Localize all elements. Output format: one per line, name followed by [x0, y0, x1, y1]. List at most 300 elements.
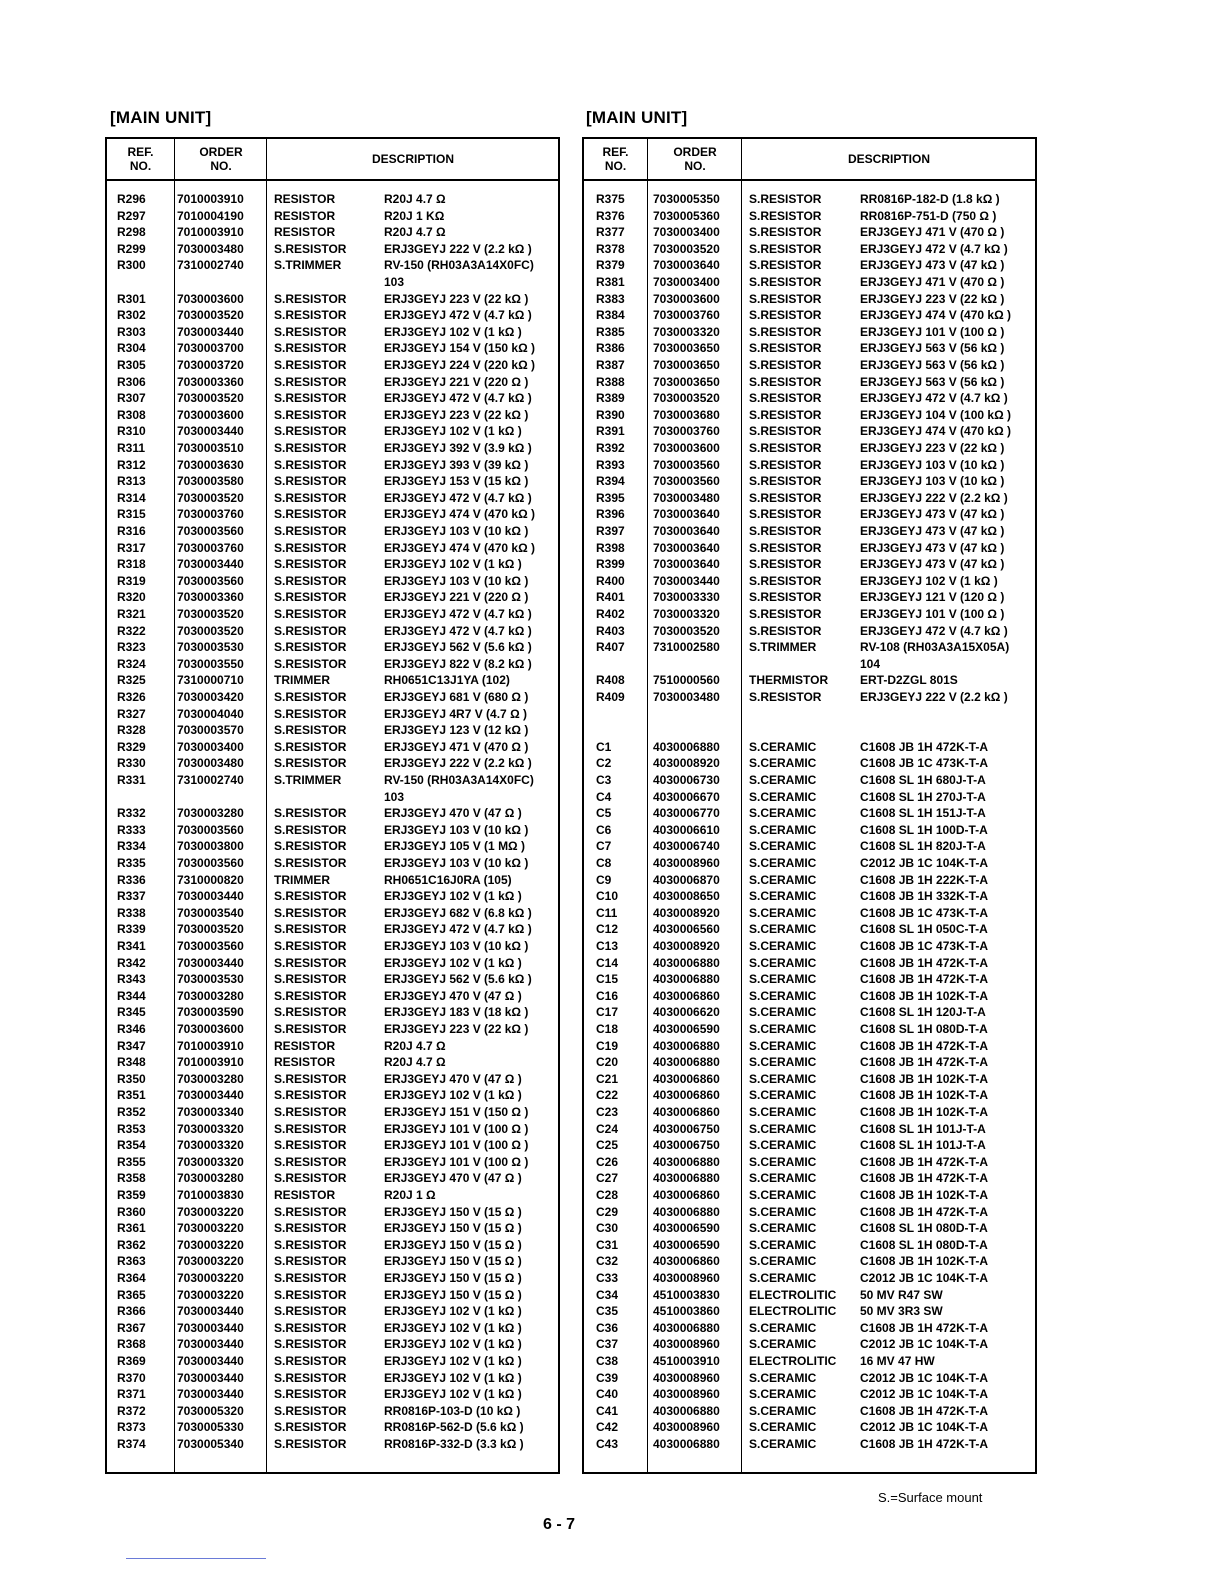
part-spec-cell: R20J 4.7 Ω	[384, 1038, 446, 1053]
table-row	[107, 440, 558, 457]
table-row	[584, 1187, 1035, 1204]
table-row	[584, 755, 1035, 772]
ref-no-cell: C2	[596, 756, 612, 771]
ref-no-cell: R302	[117, 308, 146, 323]
ref-no-cell: C19	[596, 1038, 619, 1053]
table-row	[584, 540, 1035, 557]
table-row	[107, 390, 558, 407]
part-spec-cell: ERJ3GEYJ 472 V (4.7 kΩ )	[384, 490, 532, 505]
part-type-cell: S.RESISTOR	[749, 474, 822, 489]
ref-no-cell: C10	[596, 889, 619, 904]
left-section-title: [MAIN UNIT]	[110, 108, 212, 127]
part-spec-cell: ERJ3GEYJ 102 V (1 kΩ )	[384, 1370, 522, 1385]
order-no-cell: 7030003530	[177, 640, 244, 655]
part-type-cell: S.RESISTOR	[749, 275, 822, 289]
part-spec-cell: ERJ3GEYJ 104 V (100 kΩ )	[860, 407, 1012, 422]
part-type-cell: S.RESISTOR	[274, 1387, 347, 1402]
part-type-cell: S.CERAMIC	[749, 1188, 817, 1202]
part-type-cell: S.RESISTOR	[274, 1304, 347, 1319]
part-spec-cell: ERJ3GEYJ 392 V (3.9 kΩ )	[384, 441, 532, 455]
part-type-cell: S.CERAMIC	[749, 1055, 817, 1070]
part-spec-cell: C1608 JB 1H 472K-T-A	[860, 1320, 989, 1335]
ref-no-cell: C25	[596, 1138, 619, 1153]
order-no-cell: 4030006670	[653, 789, 720, 804]
part-type-cell: S.RESISTOR	[749, 623, 822, 638]
part-type-cell: S.RESISTOR	[274, 324, 347, 339]
ref-no-cell: R330	[117, 756, 146, 771]
ref-no-cell: C31	[596, 1237, 619, 1252]
order-no-cell: 7030003400	[653, 275, 720, 289]
order-no-cell: 7030003580	[177, 474, 244, 489]
order-no-cell: 4030006860	[653, 1105, 720, 1119]
part-type-cell: S.TRIMMER	[274, 258, 342, 273]
ref-no-cell: R373	[117, 1420, 146, 1435]
order-no-cell: 7030003440	[177, 1337, 244, 1352]
part-spec-cell: ERJ3GEYJ 150 V (15 Ω )	[384, 1254, 522, 1269]
part-spec-cell: C1608 SL 1H 080D-T-A	[860, 1221, 988, 1236]
order-no-cell: 4030008960	[653, 856, 720, 870]
part-spec-cell: C1608 SL 1H 680J-T-A	[860, 773, 986, 787]
part-type-cell: S.RESISTOR	[274, 806, 347, 821]
part-spec-cell: ERT-D2ZGL 801S	[860, 673, 958, 688]
part-type-cell: RESISTOR	[274, 1055, 336, 1070]
part-type-cell: S.CERAMIC	[749, 773, 817, 787]
table-row	[107, 1154, 558, 1171]
left-parts-table	[105, 137, 560, 1474]
ref-no-cell: R355	[117, 1154, 146, 1169]
part-spec-cell: ERJ3GEYJ 473 V (47 kΩ )	[860, 557, 1005, 572]
table-row	[107, 1170, 558, 1187]
table-row	[107, 1038, 558, 1055]
ref-no-cell: C9	[596, 872, 612, 887]
part-spec-cell: C1608 JB 1C 473K-T-A	[860, 756, 989, 771]
order-no-cell: 7030003440	[177, 1320, 244, 1335]
part-spec-cell: ERJ3GEYJ 470 V (47 Ω )	[384, 1071, 522, 1086]
part-spec-cell: ERJ3GEYJ 101 V (100 Ω )	[384, 1138, 529, 1153]
table-row	[584, 1154, 1035, 1171]
order-no-cell: 7030003440	[177, 424, 244, 439]
ref-no-cell: R323	[117, 640, 146, 655]
ref-no-cell: R322	[117, 623, 146, 638]
part-type-cell: S.CERAMIC	[749, 1337, 817, 1352]
table-row	[107, 1220, 558, 1237]
part-type-cell: S.RESISTOR	[274, 424, 347, 439]
part-type-cell: S.RESISTOR	[274, 706, 347, 721]
table-row	[107, 755, 558, 772]
order-no-cell: 4030006750	[653, 1138, 720, 1153]
ref-no-cell: R401	[596, 590, 625, 605]
part-type-cell: S.RESISTOR	[274, 1271, 347, 1285]
part-spec-cell: ERJ3GEYJ 471 V (470 Ω )	[860, 225, 1005, 240]
table-row	[584, 307, 1035, 324]
order-no-cell: 7010004190	[177, 208, 244, 223]
part-type-cell: S.RESISTOR	[274, 1403, 347, 1418]
part-type-cell: S.CERAMIC	[749, 1387, 817, 1402]
page-number: 6 - 7	[543, 1516, 576, 1533]
part-spec-cell: 50 MV R47 SW	[860, 1287, 943, 1302]
part-type-cell: S.CERAMIC	[749, 1121, 817, 1136]
order-no-cell: 7030003400	[653, 225, 720, 240]
order-no-cell: 7030003420	[177, 690, 244, 704]
order-no-cell: 7030003220	[177, 1237, 244, 1252]
table-row	[584, 1303, 1035, 1320]
table-row	[107, 1303, 558, 1320]
ref-no-cell: C24	[596, 1121, 619, 1136]
ref-no-cell: R310	[117, 424, 146, 439]
part-spec-cell: C1608 JB 1H 472K-T-A	[860, 1204, 989, 1219]
part-spec-cell: ERJ3GEYJ 150 V (15 Ω )	[384, 1237, 522, 1252]
part-type-cell: S.RESISTOR	[274, 407, 347, 422]
table-row	[107, 905, 558, 922]
part-spec-cell: ERJ3GEYJ 472 V (4.7 kΩ )	[860, 623, 1008, 638]
ref-no-cell: C21	[596, 1071, 619, 1086]
part-spec-cell: C1608 JB 1H 472K-T-A	[860, 955, 989, 970]
order-no-cell: 4030006590	[653, 1022, 720, 1036]
part-type-cell: S.RESISTOR	[274, 1105, 347, 1119]
ref-no-cell: C4	[596, 789, 612, 804]
order-no-cell: 7030003680	[653, 407, 720, 422]
ref-no-cell: R398	[596, 540, 625, 555]
part-type-cell: S.RESISTOR	[274, 1005, 347, 1020]
part-spec-cell: RR0816P-562-D (5.6 kΩ )	[384, 1420, 524, 1435]
part-spec-cell: ERJ3GEYJ 221 V (220 Ω )	[384, 590, 529, 605]
ref-no-cell: C41	[596, 1403, 619, 1418]
order-no-cell: 4030008960	[653, 1370, 720, 1385]
order-no-cell: 4030006880	[653, 972, 720, 987]
part-spec-cell: C1608 JB 1H 332K-T-A	[860, 889, 989, 904]
order-no-cell: 7030003640	[653, 258, 720, 273]
table-row	[584, 1253, 1035, 1270]
ref-no-cell: R300	[117, 258, 146, 273]
ref-no-cell: R306	[117, 374, 146, 389]
ref-no-cell: C29	[596, 1204, 619, 1219]
part-spec-cell: C1608 SL 1H 100D-T-A	[860, 822, 988, 837]
order-no-cell: 7030003600	[653, 441, 720, 455]
part-type-cell: S.RESISTOR	[749, 540, 822, 555]
table-row	[584, 606, 1035, 623]
part-type-cell: S.RESISTOR	[749, 424, 822, 439]
part-spec-cell: ERJ3GEYJ 472 V (4.7 kΩ )	[860, 241, 1008, 256]
part-type-cell: S.CERAMIC	[749, 856, 817, 870]
order-no-cell: 4030008920	[653, 756, 720, 771]
part-type-cell: S.RESISTOR	[274, 905, 347, 920]
order-no-cell: 7030003320	[177, 1121, 244, 1136]
order-no-cell: 7030003520	[653, 623, 720, 638]
ref-no-cell: C22	[596, 1088, 619, 1103]
table-row	[584, 440, 1035, 457]
ref-no-cell: R298	[117, 225, 146, 240]
ref-no-cell: R343	[117, 972, 146, 987]
order-no-cell: 4030006880	[653, 1437, 720, 1451]
part-type-cell: S.RESISTOR	[274, 1154, 347, 1169]
order-no-cell: 7030003520	[177, 490, 244, 505]
order-no-cell: 4030006880	[653, 955, 720, 970]
order-no-cell: 7030003320	[653, 607, 720, 621]
part-spec-cell: RR0816P-103-D (10 kΩ )	[384, 1403, 521, 1418]
part-type-cell: S.RESISTOR	[749, 573, 822, 588]
part-spec-cell: RV-150 (RH03A3A14X0FC)	[384, 773, 534, 787]
part-spec-cell: ERJ3GEYJ 101 V (100 Ω )	[384, 1121, 529, 1136]
part-type-cell: S.CERAMIC	[749, 988, 817, 1003]
part-spec-cell: C1608 SL 1H 080D-T-A	[860, 1237, 988, 1252]
part-type-cell: S.RESISTOR	[274, 1171, 347, 1186]
ref-no-cell: R336	[117, 872, 146, 887]
table-row	[584, 1220, 1035, 1237]
order-no-cell: 7030003600	[177, 291, 244, 306]
order-no-cell: 7030003340	[177, 1105, 244, 1119]
part-spec-cell: ERJ3GEYJ 102 V (1 kΩ )	[384, 1337, 522, 1352]
part-spec-cell: C1608 JB 1C 473K-T-A	[860, 939, 989, 953]
part-type-cell: RESISTOR	[274, 1188, 336, 1202]
ref-no-cell: C6	[596, 822, 612, 837]
part-type-cell: S.CERAMIC	[749, 839, 817, 854]
part-type-cell: S.RESISTOR	[274, 457, 347, 472]
part-type-cell: S.RESISTOR	[274, 358, 347, 372]
table-row	[107, 838, 558, 855]
table-row	[584, 1287, 1035, 1304]
ref-no-cell: R378	[596, 241, 625, 256]
part-type-cell: S.RESISTOR	[274, 1138, 347, 1153]
part-spec-cell: ERJ3GEYJ 223 V (22 kΩ )	[384, 1022, 529, 1036]
part-spec-cell: ERJ3GEYJ 102 V (1 kΩ )	[384, 557, 522, 572]
table-row	[107, 1204, 558, 1221]
part-spec-cell: ERJ3GEYJ 562 V (5.6 kΩ )	[384, 640, 532, 655]
table-row	[584, 888, 1035, 905]
table-row	[584, 739, 1035, 756]
part-spec-cell: R20J 1 KΩ	[384, 208, 445, 223]
surface-mount-footnote: S.=Surface mount	[878, 1490, 983, 1505]
order-no-cell: 7030003440	[177, 889, 244, 904]
part-type-cell: S.TRIMMER	[274, 773, 342, 787]
part-type-cell: S.CERAMIC	[749, 1154, 817, 1169]
ref-no-cell: R390	[596, 407, 625, 422]
ref-no-cell: C42	[596, 1420, 619, 1435]
part-spec-cell: ERJ3GEYJ 105 V (1 MΩ )	[384, 839, 526, 854]
table-row	[584, 1054, 1035, 1071]
table-row	[584, 1403, 1035, 1420]
order-no-cell: 4030006740	[653, 839, 720, 854]
table-row	[584, 789, 1035, 806]
order-no-cell: 7030003280	[177, 1171, 244, 1186]
part-type-cell: S.RESISTOR	[274, 241, 347, 256]
part-spec-cell: ERJ3GEYJ 102 V (1 kΩ )	[384, 1354, 522, 1368]
table-row	[584, 1370, 1035, 1387]
part-spec-cell: ERJ3GEYJ 103 V (10 kΩ )	[860, 457, 1005, 472]
table-row	[584, 921, 1035, 938]
part-spec-cell: RH0651C13J1YA (102)	[384, 673, 510, 688]
order-no-cell: 7030003220	[177, 1271, 244, 1285]
ref-no-cell: R321	[117, 607, 146, 621]
part-type-cell: S.RESISTOR	[749, 457, 822, 472]
ref-no-cell: R366	[117, 1304, 146, 1319]
table-row	[584, 1087, 1035, 1104]
part-type-cell: S.CERAMIC	[749, 889, 817, 904]
ref-no-cell: R359	[117, 1188, 146, 1202]
part-spec-cell: ERJ3GEYJ 121 V (120 Ω )	[860, 590, 1005, 605]
table-row	[107, 1021, 558, 1038]
order-no-cell: 7030004040	[177, 706, 244, 721]
ref-no-cell: C26	[596, 1154, 619, 1169]
table-row	[107, 1436, 558, 1453]
ref-no-cell: R365	[117, 1287, 146, 1302]
table-row	[584, 291, 1035, 308]
ref-no-cell: C28	[596, 1188, 619, 1202]
ref-no-cell: R381	[596, 275, 625, 289]
ref-no-cell: R342	[117, 955, 146, 970]
ref-no-cell: R347	[117, 1038, 146, 1053]
table-row	[584, 1137, 1035, 1154]
part-type-cell: RESISTOR	[274, 225, 336, 240]
part-spec-cell: ERJ3GEYJ 472 V (4.7 kΩ )	[384, 623, 532, 638]
table-row	[107, 955, 558, 972]
part-spec-cell: ERJ3GEYJ 103 V (10 kΩ )	[384, 939, 529, 953]
part-spec-cell: C1608 SL 1H 080D-T-A	[860, 1022, 988, 1036]
table-row	[107, 224, 558, 241]
order-no-cell: 7030003700	[177, 341, 244, 356]
ref-no-cell: C5	[596, 806, 612, 821]
part-spec-cell: C1608 JB 1H 102K-T-A	[860, 1188, 989, 1202]
ref-no-cell: R307	[117, 391, 146, 406]
table-row	[584, 490, 1035, 507]
table-row	[584, 1170, 1035, 1187]
order-no-cell: 7030003530	[177, 972, 244, 987]
table-row	[107, 340, 558, 357]
order-no-cell: 7030003280	[177, 1071, 244, 1086]
order-no-cell: 4030006880	[653, 1320, 720, 1335]
part-type-cell: S.CERAMIC	[749, 1221, 817, 1236]
table-row	[107, 1087, 558, 1104]
part-type-cell: S.CERAMIC	[749, 822, 817, 837]
part-spec-cell: C1608 JB 1H 102K-T-A	[860, 1071, 989, 1086]
table-row	[584, 905, 1035, 922]
ref-no-cell: C30	[596, 1221, 619, 1236]
part-type-cell: S.CERAMIC	[749, 1071, 817, 1086]
table-row	[584, 357, 1035, 374]
part-type-cell: S.RESISTOR	[749, 590, 822, 605]
table-row	[107, 589, 558, 606]
ref-no-cell: R311	[117, 441, 146, 455]
part-spec-cell: ERJ3GEYJ 470 V (47 Ω )	[384, 988, 522, 1003]
part-type-cell: S.RESISTOR	[274, 1254, 347, 1269]
table-row	[107, 938, 558, 955]
order-no-cell: 7030003540	[177, 905, 244, 920]
table-row	[584, 340, 1035, 357]
part-spec-cell: ERJ3GEYJ 223 V (22 kΩ )	[860, 441, 1005, 455]
ref-no-cell: C35	[596, 1304, 619, 1319]
part-spec-cell: C1608 JB 1H 102K-T-A	[860, 1088, 989, 1103]
ref-no-cell: R319	[117, 573, 146, 588]
order-no-cell: 4030006770	[653, 806, 720, 821]
part-type-cell: S.RESISTOR	[274, 1121, 347, 1136]
ref-no-cell: R394	[596, 474, 625, 489]
part-type-cell: S.RESISTOR	[274, 1221, 347, 1236]
part-type-cell: S.RESISTOR	[749, 690, 822, 704]
table-row	[107, 772, 558, 789]
order-no-cell: 7030003520	[653, 241, 720, 256]
part-spec-cell: 103	[384, 275, 405, 289]
order-no-cell: 7030003650	[653, 341, 720, 356]
table-row	[584, 274, 1035, 291]
part-spec-cell: ERJ3GEYJ 223 V (22 kΩ )	[384, 291, 529, 306]
table-row	[584, 257, 1035, 274]
table-row	[107, 1104, 558, 1121]
part-spec-cell: C1608 JB 1H 102K-T-A	[860, 1254, 989, 1269]
part-spec-cell: ERJ3GEYJ 102 V (1 kΩ )	[384, 955, 522, 970]
table-row	[107, 457, 558, 474]
part-spec-cell: ERJ3GEYJ 474 V (470 kΩ )	[860, 424, 1012, 439]
part-type-cell: S.CERAMIC	[749, 972, 817, 987]
part-spec-cell: 104	[860, 656, 881, 671]
table-row	[107, 921, 558, 938]
ref-no-cell: R368	[117, 1337, 146, 1352]
table-row	[107, 257, 558, 274]
ref-no-cell: R403	[596, 623, 625, 638]
order-no-cell: 4030008960	[653, 1337, 720, 1352]
part-spec-cell: ERJ3GEYJ 682 V (6.8 kΩ )	[384, 905, 532, 920]
table-row	[107, 805, 558, 822]
part-type-cell: S.RESISTOR	[274, 474, 347, 489]
order-no-cell: 7030003440	[177, 324, 244, 339]
order-no-cell: 4030006590	[653, 1221, 720, 1236]
table-row	[584, 772, 1035, 789]
part-spec-cell: ERJ3GEYJ 472 V (4.7 kΩ )	[384, 607, 532, 621]
table-row	[107, 888, 558, 905]
part-spec-cell: C2012 JB 1C 104K-T-A	[860, 1271, 989, 1285]
part-spec-cell: C1608 JB 1H 222K-T-A	[860, 872, 989, 887]
table-row	[584, 656, 1035, 673]
order-no-cell: 7030003640	[653, 524, 720, 538]
table-row	[107, 307, 558, 324]
ref-no-cell: R383	[596, 291, 625, 306]
order-no-cell: 4030006610	[653, 822, 720, 837]
order-no-cell: 7030005340	[177, 1437, 244, 1451]
table-row	[584, 1104, 1035, 1121]
order-no-cell: 7030005330	[177, 1420, 244, 1435]
ref-no-cell: C14	[596, 955, 619, 970]
part-type-cell: S.RESISTOR	[274, 441, 347, 455]
ref-no-cell: C12	[596, 922, 619, 937]
ref-no-cell: R391	[596, 424, 625, 439]
ref-no-cell: C7	[596, 839, 612, 854]
order-no-cell: 7030003560	[653, 474, 720, 489]
table-row	[584, 573, 1035, 590]
order-no-cell: 7030003520	[177, 308, 244, 323]
ref-no-cell: C17	[596, 1005, 619, 1020]
order-no-cell: 7030003440	[177, 1304, 244, 1319]
part-type-cell: S.RESISTOR	[749, 308, 822, 323]
part-type-cell: S.CERAMIC	[749, 1138, 817, 1153]
table-row	[584, 855, 1035, 872]
table-row	[107, 672, 558, 689]
ref-no-cell: R364	[117, 1271, 146, 1285]
table-row	[107, 656, 558, 673]
part-spec-cell: C1608 JB 1H 472K-T-A	[860, 1154, 989, 1169]
order-no-cell: 7010003910	[177, 192, 244, 206]
part-spec-cell: ERJ3GEYJ 102 V (1 kΩ )	[860, 573, 998, 588]
ref-no-cell: C39	[596, 1370, 619, 1385]
part-type-cell: TRIMMER	[274, 872, 330, 887]
part-spec-cell: RR0816P-332-D (3.3 kΩ )	[384, 1437, 524, 1451]
table-row	[584, 872, 1035, 889]
part-spec-cell: C2012 JB 1C 104K-T-A	[860, 856, 989, 870]
part-type-cell: S.RESISTOR	[274, 1237, 347, 1252]
part-type-cell: S.RESISTOR	[274, 1088, 347, 1103]
part-type-cell: S.RESISTOR	[274, 374, 347, 389]
table-row	[584, 988, 1035, 1005]
table-row	[584, 1386, 1035, 1403]
part-type-cell: S.CERAMIC	[749, 789, 817, 804]
part-type-cell: S.RESISTOR	[274, 1370, 347, 1385]
